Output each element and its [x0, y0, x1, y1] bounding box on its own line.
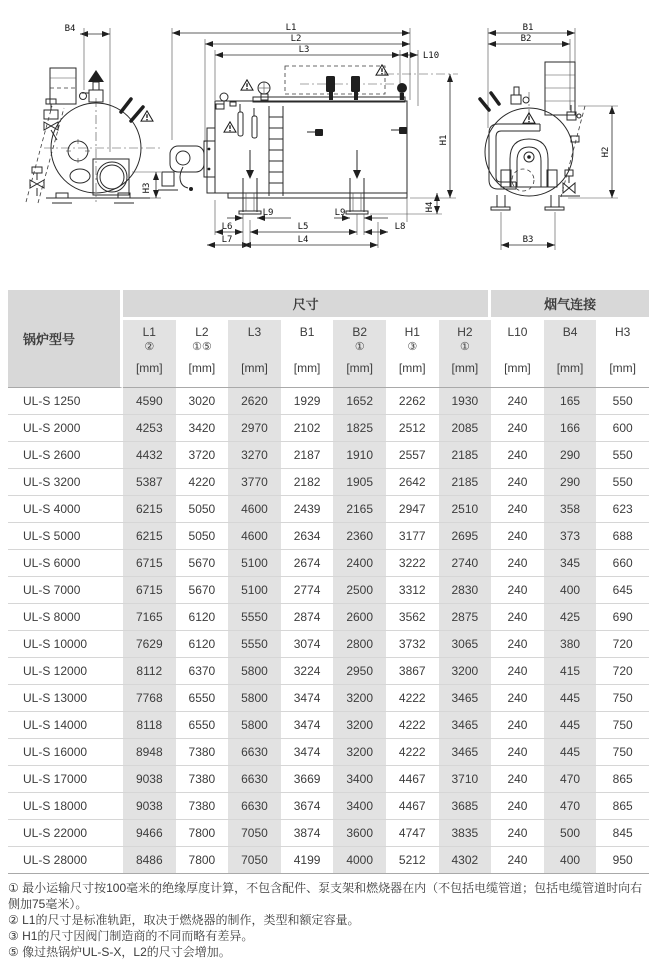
model-cell: UL-S 28000: [8, 847, 123, 874]
column-name: H2: [457, 325, 473, 339]
value-cell: 4222: [386, 685, 439, 712]
column-name: B1: [299, 325, 315, 339]
dim-label-b3: B3: [522, 235, 534, 245]
value-cell: 7380: [176, 739, 229, 766]
value-cell: 8486: [123, 847, 176, 874]
table-row: [8, 739, 649, 766]
model-cell: UL-S 13000: [8, 685, 123, 712]
value-cell: 3074: [281, 631, 334, 658]
value-cell: 240: [491, 739, 544, 766]
value-cell: 240: [491, 442, 544, 469]
table-row: [8, 820, 649, 847]
dim-label-h3: H3: [142, 182, 152, 194]
value-cell: 3200: [333, 739, 386, 766]
value-cell: 7050: [228, 847, 281, 874]
table-row: [8, 469, 649, 496]
value-cell: 400: [544, 577, 597, 604]
value-cell: 4222: [386, 739, 439, 766]
column-header-h2: [439, 320, 492, 388]
value-cell: 2970: [228, 415, 281, 442]
value-cell: 720: [596, 658, 649, 685]
value-cell: 3835: [439, 820, 492, 847]
value-cell: 1930: [439, 388, 492, 415]
value-cell: 4000: [333, 847, 386, 874]
value-cell: 3732: [386, 631, 439, 658]
value-cell: 4467: [386, 793, 439, 820]
table-row: [8, 388, 649, 415]
column-note: ①⑤: [192, 341, 212, 353]
footnote-3: ③ H1的尺寸因阀门制造商的不同而略有差异。: [8, 929, 254, 943]
value-cell: 2165: [333, 496, 386, 523]
column-unit: [mm]: [609, 361, 636, 375]
value-cell: 5550: [228, 631, 281, 658]
value-cell: 358: [544, 496, 597, 523]
group-header-flue-connection: 烟气连接: [491, 290, 649, 320]
value-cell: 445: [544, 685, 597, 712]
value-cell: 6120: [176, 631, 229, 658]
value-cell: 6215: [123, 496, 176, 523]
dim-label-h4: H4: [425, 201, 435, 213]
value-cell: 6120: [176, 604, 229, 631]
value-cell: 1929: [281, 388, 334, 415]
warning-icon: [141, 111, 153, 121]
value-cell: 9466: [123, 820, 176, 847]
value-cell: 2182: [281, 469, 334, 496]
value-cell: 6370: [176, 658, 229, 685]
value-cell: 470: [544, 766, 597, 793]
value-cell: 3200: [333, 712, 386, 739]
model-cell: UL-S 14000: [8, 712, 123, 739]
column-unit: [mm]: [504, 361, 531, 375]
value-cell: 8118: [123, 712, 176, 739]
value-cell: 5100: [228, 550, 281, 577]
value-cell: 5387: [123, 469, 176, 496]
value-cell: 7768: [123, 685, 176, 712]
value-cell: 445: [544, 712, 597, 739]
value-cell: 240: [491, 469, 544, 496]
dim-label-b4: B4: [64, 24, 76, 34]
footnote-5: ⑤ 像过热锅炉UL-S-X，L2的尺寸会增加。: [8, 945, 231, 959]
value-cell: 550: [596, 469, 649, 496]
value-cell: 2185: [439, 442, 492, 469]
value-cell: 4302: [439, 847, 492, 874]
value-cell: 3685: [439, 793, 492, 820]
dim-label-l6: L6: [221, 222, 233, 232]
value-cell: 3065: [439, 631, 492, 658]
value-cell: 3867: [386, 658, 439, 685]
model-cell: UL-S 22000: [8, 820, 123, 847]
value-cell: 3562: [386, 604, 439, 631]
column-note: [491, 340, 544, 354]
model-cell: UL-S 4000: [8, 496, 123, 523]
column-header-b1: [281, 320, 334, 388]
value-cell: 2500: [333, 577, 386, 604]
value-cell: 2774: [281, 577, 334, 604]
value-cell: 720: [596, 631, 649, 658]
model-cell: UL-S 12000: [8, 658, 123, 685]
model-cell: UL-S 5000: [8, 523, 123, 550]
table-row: [8, 496, 649, 523]
value-cell: 8948: [123, 739, 176, 766]
value-cell: 750: [596, 712, 649, 739]
group-header-dimensions: 尺寸: [123, 290, 491, 320]
value-cell: 6550: [176, 712, 229, 739]
value-cell: 550: [596, 388, 649, 415]
column-name: H1: [404, 325, 420, 339]
value-cell: 240: [491, 631, 544, 658]
value-cell: 5800: [228, 658, 281, 685]
value-cell: 3465: [439, 685, 492, 712]
footnote-1: ① 最小运输尺寸按100毫米的绝缘厚度计算，不包含配件、泵支架和燃烧器在内（不包括电缆管道；包括电缆管道时向右侧加75毫米）。: [8, 881, 643, 911]
column-note: ①: [459, 341, 470, 353]
value-cell: 5800: [228, 712, 281, 739]
column-header-h3: [596, 320, 649, 388]
value-cell: 6630: [228, 739, 281, 766]
value-cell: 7165: [123, 604, 176, 631]
table-row: [8, 793, 649, 820]
value-cell: 7629: [123, 631, 176, 658]
value-cell: 2950: [333, 658, 386, 685]
value-cell: 2620: [228, 388, 281, 415]
value-cell: 5100: [228, 577, 281, 604]
value-cell: 3224: [281, 658, 334, 685]
value-cell: 600: [596, 415, 649, 442]
table-row: [8, 631, 649, 658]
value-cell: 6550: [176, 685, 229, 712]
value-cell: 3270: [228, 442, 281, 469]
value-cell: 2830: [439, 577, 492, 604]
table-row: [8, 766, 649, 793]
value-cell: 6630: [228, 766, 281, 793]
value-cell: 3200: [439, 658, 492, 685]
value-cell: 5800: [228, 685, 281, 712]
value-cell: 240: [491, 847, 544, 874]
value-cell: 7050: [228, 820, 281, 847]
model-cell: UL-S 3200: [8, 469, 123, 496]
value-cell: 2875: [439, 604, 492, 631]
column-header-l1: [123, 320, 176, 388]
value-cell: 240: [491, 415, 544, 442]
column-unit: [mm]: [241, 361, 268, 375]
table-row: [8, 550, 649, 577]
column-note: [596, 340, 649, 354]
spec-table-body: [8, 388, 649, 874]
value-cell: 4199: [281, 847, 334, 874]
column-unit: [mm]: [293, 361, 321, 375]
warning-icon: [241, 80, 253, 90]
value-cell: 2510: [439, 496, 492, 523]
value-cell: 6630: [228, 793, 281, 820]
value-cell: 3400: [333, 766, 386, 793]
model-cell: UL-S 2000: [8, 415, 123, 442]
value-cell: 8112: [123, 658, 176, 685]
value-cell: 6715: [123, 550, 176, 577]
table-row: [8, 523, 649, 550]
technical-drawings: [0, 0, 657, 282]
model-cell: UL-S 18000: [8, 793, 123, 820]
column-unit: [mm]: [451, 361, 479, 375]
value-cell: 2085: [439, 415, 492, 442]
value-cell: 5212: [386, 847, 439, 874]
dim-label-l10: L10: [422, 51, 440, 61]
value-cell: 2185: [439, 469, 492, 496]
value-cell: 6215: [123, 523, 176, 550]
value-cell: 7800: [176, 820, 229, 847]
table-row: [8, 577, 649, 604]
value-cell: 3465: [439, 712, 492, 739]
column-name: H3: [615, 325, 631, 339]
value-cell: 2557: [386, 442, 439, 469]
column-note: ②: [144, 341, 155, 353]
value-cell: 240: [491, 820, 544, 847]
value-cell: 4253: [123, 415, 176, 442]
column-name: L10: [507, 325, 528, 339]
column-unit: [mm]: [556, 361, 584, 375]
value-cell: 2642: [386, 469, 439, 496]
dim-label-l8: L8: [394, 222, 406, 232]
value-cell: 2102: [281, 415, 334, 442]
value-cell: 9038: [123, 793, 176, 820]
footnote-2: ② L1的尺寸是标准轨距，取决于燃烧器的制作，类型和额定容量。: [8, 913, 360, 927]
value-cell: 165: [544, 388, 597, 415]
value-cell: 623: [596, 496, 649, 523]
column-header-h1: [386, 320, 439, 388]
value-cell: 5670: [176, 550, 229, 577]
value-cell: 3222: [386, 550, 439, 577]
value-cell: 290: [544, 469, 597, 496]
column-name: L3: [247, 325, 262, 339]
value-cell: 3710: [439, 766, 492, 793]
table-row: [8, 415, 649, 442]
value-cell: 1825: [333, 415, 386, 442]
value-cell: 240: [491, 658, 544, 685]
column-unit: [mm]: [135, 361, 163, 375]
value-cell: 2674: [281, 550, 334, 577]
value-cell: 688: [596, 523, 649, 550]
value-cell: 5670: [176, 577, 229, 604]
value-cell: 415: [544, 658, 597, 685]
model-cell: UL-S 8000: [8, 604, 123, 631]
model-column-header: 锅炉型号: [8, 290, 123, 388]
model-cell: UL-S 16000: [8, 739, 123, 766]
value-cell: 240: [491, 496, 544, 523]
value-cell: 240: [491, 388, 544, 415]
value-cell: 166: [544, 415, 597, 442]
column-name: L2: [195, 325, 209, 339]
value-cell: 4747: [386, 820, 439, 847]
value-cell: 3312: [386, 577, 439, 604]
value-cell: 240: [491, 712, 544, 739]
value-cell: 3177: [386, 523, 439, 550]
column-unit: [mm]: [346, 361, 373, 375]
dim-label-l5: L5: [297, 222, 309, 232]
value-cell: 5550: [228, 604, 281, 631]
value-cell: 7800: [176, 847, 229, 874]
column-note: ③: [407, 341, 418, 353]
value-cell: 2262: [386, 388, 439, 415]
value-cell: 3400: [333, 793, 386, 820]
value-cell: 3200: [333, 685, 386, 712]
dim-label-l1: L1: [285, 23, 297, 33]
value-cell: 2360: [333, 523, 386, 550]
value-cell: 690: [596, 604, 649, 631]
value-cell: 3420: [176, 415, 229, 442]
value-cell: 865: [596, 766, 649, 793]
value-cell: 2695: [439, 523, 492, 550]
dim-label-l9-right: L9: [334, 208, 346, 218]
value-cell: 240: [491, 523, 544, 550]
dim-label-b1: B1: [522, 23, 534, 33]
side-view-drawing: [158, 23, 458, 248]
value-cell: 9038: [123, 766, 176, 793]
footnotes: [8, 880, 649, 960]
value-cell: 380: [544, 631, 597, 658]
value-cell: 425: [544, 604, 597, 631]
value-cell: 3474: [281, 685, 334, 712]
value-cell: 4590: [123, 388, 176, 415]
dim-label-h2: H2: [601, 146, 611, 158]
value-cell: 3669: [281, 766, 334, 793]
dim-label-l9-left: L9: [262, 208, 274, 218]
value-cell: 3720: [176, 442, 229, 469]
column-name: L1: [142, 325, 156, 339]
value-cell: 5050: [176, 496, 229, 523]
value-cell: 3465: [439, 739, 492, 766]
value-cell: 2947: [386, 496, 439, 523]
table-row: [8, 712, 649, 739]
value-cell: 1652: [333, 388, 386, 415]
value-cell: 4222: [386, 712, 439, 739]
value-cell: 1910: [333, 442, 386, 469]
value-cell: 7380: [176, 793, 229, 820]
model-cell: UL-S 17000: [8, 766, 123, 793]
value-cell: 3674: [281, 793, 334, 820]
value-cell: 550: [596, 442, 649, 469]
column-note: [228, 340, 281, 354]
value-cell: 3020: [176, 388, 229, 415]
dim-label-l2: L2: [290, 34, 302, 44]
value-cell: 3474: [281, 712, 334, 739]
value-cell: 950: [596, 847, 649, 874]
column-header-l10: [491, 320, 544, 388]
column-header-l2: [176, 320, 229, 388]
column-unit: [mm]: [398, 361, 426, 375]
value-cell: 750: [596, 739, 649, 766]
dim-label-h1: H1: [439, 134, 449, 146]
value-cell: 2740: [439, 550, 492, 577]
value-cell: 240: [491, 685, 544, 712]
value-cell: 445: [544, 739, 597, 766]
value-cell: 2187: [281, 442, 334, 469]
column-note: [544, 340, 597, 354]
table-row: [8, 604, 649, 631]
group-header-row: [8, 290, 649, 320]
value-cell: 865: [596, 793, 649, 820]
value-cell: 2800: [333, 631, 386, 658]
value-cell: 240: [491, 793, 544, 820]
value-cell: 4220: [176, 469, 229, 496]
dim-label-b2: B2: [520, 34, 532, 44]
value-cell: 470: [544, 793, 597, 820]
dim-label-l4: L4: [297, 235, 309, 245]
value-cell: 1905: [333, 469, 386, 496]
value-cell: 2874: [281, 604, 334, 631]
spec-table: [8, 290, 649, 874]
column-header-l3: [228, 320, 281, 388]
value-cell: 2439: [281, 496, 334, 523]
value-cell: 3600: [333, 820, 386, 847]
value-cell: 2400: [333, 550, 386, 577]
value-cell: 500: [544, 820, 597, 847]
model-cell: UL-S 7000: [8, 577, 123, 604]
value-cell: 2634: [281, 523, 334, 550]
table-row: [8, 685, 649, 712]
value-cell: 290: [544, 442, 597, 469]
value-cell: 845: [596, 820, 649, 847]
front-view-drawing: [26, 24, 162, 203]
dim-label-l3: L3: [298, 45, 310, 55]
model-cell: UL-S 1250: [8, 388, 123, 415]
value-cell: 750: [596, 685, 649, 712]
table-row: [8, 847, 649, 874]
value-cell: 345: [544, 550, 597, 577]
value-cell: 373: [544, 523, 597, 550]
value-cell: 3770: [228, 469, 281, 496]
value-cell: 3874: [281, 820, 334, 847]
value-cell: 5050: [176, 523, 229, 550]
column-name: B2: [352, 325, 368, 339]
warning-icon: [224, 122, 236, 132]
column-note: ①: [354, 341, 365, 353]
value-cell: 240: [491, 604, 544, 631]
value-cell: 7380: [176, 766, 229, 793]
model-cell: UL-S 2600: [8, 442, 123, 469]
value-cell: 4600: [228, 496, 281, 523]
value-cell: 4600: [228, 523, 281, 550]
value-cell: 400: [544, 847, 597, 874]
value-cell: 6715: [123, 577, 176, 604]
value-cell: 2600: [333, 604, 386, 631]
value-cell: 240: [491, 766, 544, 793]
column-header-b2: [333, 320, 386, 388]
value-cell: 240: [491, 577, 544, 604]
column-name: B4: [562, 325, 578, 339]
value-cell: 645: [596, 577, 649, 604]
table-row: [8, 658, 649, 685]
table-row: [8, 442, 649, 469]
model-cell: UL-S 10000: [8, 631, 123, 658]
column-note: [281, 340, 334, 354]
dim-label-l7: L7: [221, 235, 233, 245]
value-cell: 3474: [281, 739, 334, 766]
rear-view-drawing: [480, 23, 618, 250]
column-unit: [mm]: [188, 361, 216, 375]
value-cell: 2512: [386, 415, 439, 442]
column-header-b4: [544, 320, 597, 388]
model-cell: UL-S 6000: [8, 550, 123, 577]
value-cell: 4432: [123, 442, 176, 469]
value-cell: 660: [596, 550, 649, 577]
value-cell: 240: [491, 550, 544, 577]
value-cell: 4467: [386, 766, 439, 793]
